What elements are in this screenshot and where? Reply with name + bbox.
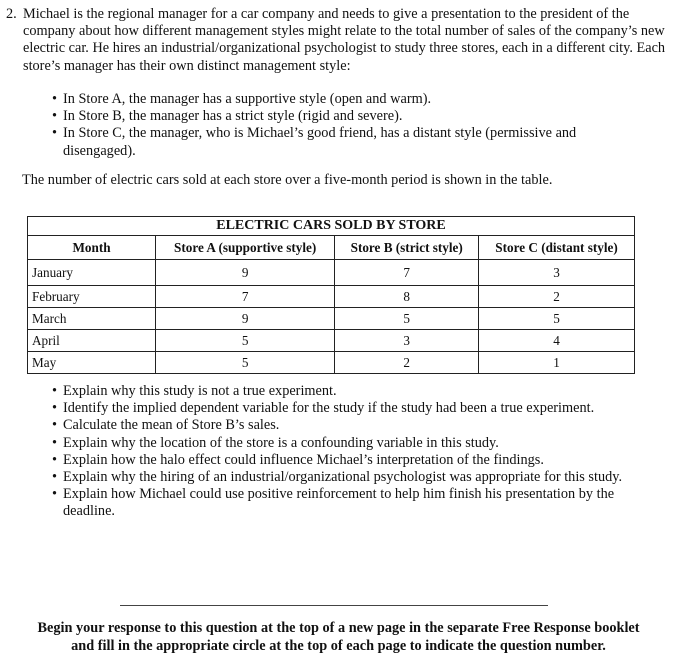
task-list <box>52 383 652 521</box>
month-cell: April <box>28 330 156 352</box>
month-cell: May <box>28 352 156 374</box>
list-item: • In Store A, the manager has a supportive style (open and warm). <box>52 91 432 107</box>
table-row <box>28 308 635 330</box>
table-row <box>28 286 635 308</box>
value-cell: 7 <box>335 260 479 286</box>
footer-line: Begin your response to this question at the top of a new page in the separate Free Response booklet <box>37 620 640 636</box>
question-number: 2. <box>6 6 17 22</box>
list-item: • Explain why the location of the store is a confounding variable in this study. <box>52 434 499 451</box>
column-header: Store B (strict style) <box>335 236 479 260</box>
list-item: • Explain why this study is not a true experiment. <box>52 383 337 399</box>
bullet-icon: • <box>52 434 58 451</box>
sales-table <box>27 216 635 374</box>
value-cell: 8 <box>335 286 479 308</box>
value-cell: 4 <box>479 330 635 352</box>
column-header: Store A (supportive style) <box>156 236 335 260</box>
bullet-icon: • <box>52 417 58 434</box>
month-cell: March <box>28 308 156 330</box>
value-cell: 9 <box>156 260 335 286</box>
bullet-icon: • <box>52 91 58 107</box>
list-item: • Explain why the hiring of an industrial/organizational psychologist was appropriate for this study. <box>52 469 623 486</box>
list-item: • Calculate the mean of Store B’s sales. <box>52 417 280 434</box>
value-cell: 3 <box>335 330 479 352</box>
table-row <box>28 352 635 374</box>
table-row <box>28 330 635 352</box>
table-title-row <box>28 217 635 236</box>
bullet-icon: • <box>52 383 58 399</box>
month-cell: February <box>28 286 156 308</box>
divider <box>120 605 548 606</box>
table-row <box>28 260 635 286</box>
list-item: • Explain how Michael could use positive reinforcement to help him finish his presentation by the deadline. <box>52 486 615 520</box>
value-cell: 5 <box>479 308 635 330</box>
column-header: Store C (distant style) <box>479 236 635 260</box>
value-cell: 5 <box>156 352 335 374</box>
bullet-icon: • <box>52 125 58 142</box>
list-item: • In Store B, the manager has a strict style (rigid and severe). <box>52 108 403 125</box>
table-header-row <box>28 236 635 260</box>
value-cell: 1 <box>479 352 635 374</box>
bullet-icon: • <box>52 469 58 486</box>
value-cell: 2 <box>335 352 479 374</box>
list-item: • In Store C, the manager, who is Michael’s good friend, has a distant style (permissive and disengaged). <box>52 125 577 159</box>
month-cell: January <box>28 260 156 286</box>
bullet-icon: • <box>52 486 58 503</box>
column-header: Month <box>28 236 156 260</box>
list-item: • Explain how the halo effect could influence Michael’s interpretation of the findings. <box>52 451 544 468</box>
bullet-icon: • <box>52 451 58 468</box>
value-cell: 3 <box>479 260 635 286</box>
value-cell: 2 <box>479 286 635 308</box>
footer-line: and fill in the appropriate circle at the top of each page to indicate the question number. <box>71 637 606 654</box>
bullet-icon: • <box>52 400 58 417</box>
list-item: • Identify the implied dependent variable for the study if the study had been a true experiment. <box>52 400 595 417</box>
table-title: ELECTRIC CARS SOLD BY STORE <box>28 217 635 236</box>
question-block <box>6 6 674 75</box>
value-cell: 9 <box>156 308 335 330</box>
table-intro: The number of electric cars sold at each store over a five-month period is shown in the table. <box>22 172 553 188</box>
footer-instructions <box>0 620 677 655</box>
question-text: Michael is the regional manager for a car company and needs to give a presentation to the president of the company about how different management styles might relate to the total number of sales of the company’s new electric car. He hires an industrial/organizational psychologist to study three stores, each in a different city. Each store’s manager has their own distinct management style: <box>23 6 666 74</box>
value-cell: 5 <box>156 330 335 352</box>
store-style-list <box>52 91 652 160</box>
value-cell: 5 <box>335 308 479 330</box>
bullet-icon: • <box>52 108 58 125</box>
value-cell: 7 <box>156 286 335 308</box>
